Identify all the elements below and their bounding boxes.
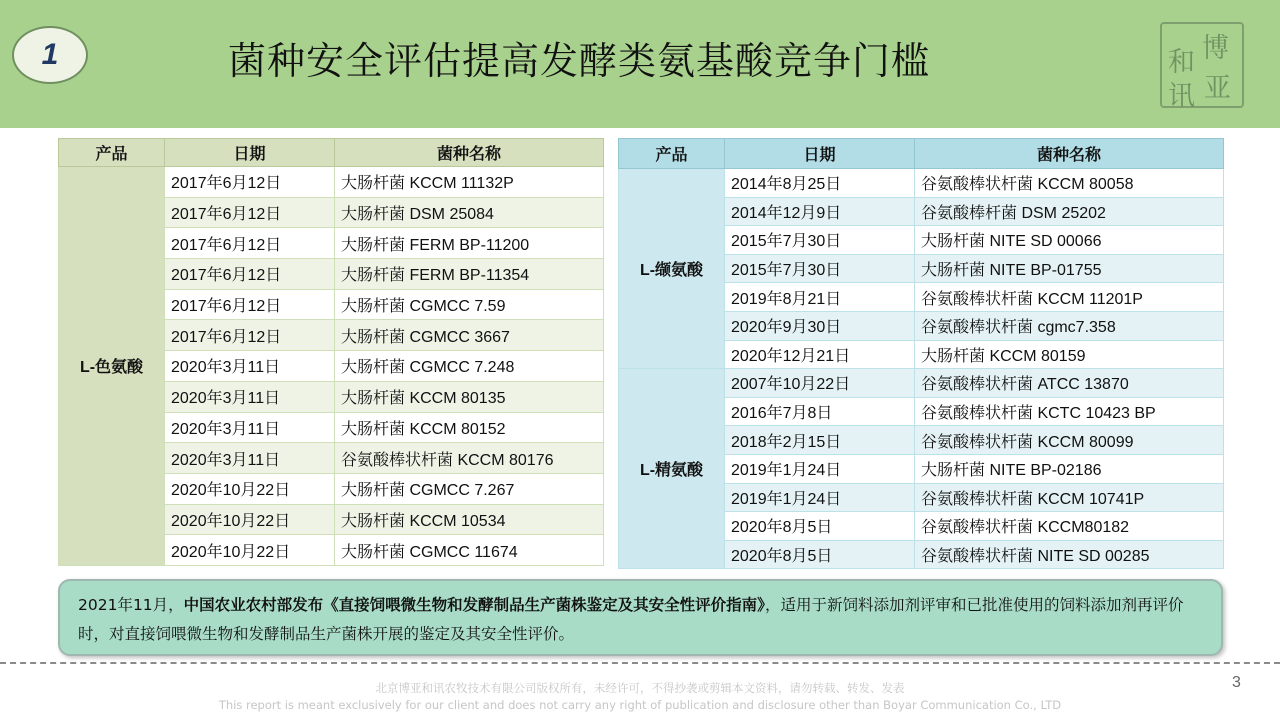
product-cell: L-缬氨酸: [619, 169, 725, 369]
column-header-product: 产品: [619, 139, 725, 169]
date-cell: 2017年6月12日: [165, 289, 335, 320]
date-cell: 2017年6月12日: [165, 228, 335, 259]
date-cell: 2020年9月30日: [725, 311, 915, 340]
date-cell: 2020年3月11日: [165, 443, 335, 474]
date-cell: 2017年6月12日: [165, 320, 335, 351]
strain-cell: 大肠杆菌 CGMCC 3667: [335, 320, 604, 351]
note-bold-text: 中国农业农村部发布《直接饲喂微生物和发酵制品生产菌株鉴定及其安全性评价指南》: [183, 596, 765, 614]
logo-seal: [1160, 22, 1244, 112]
date-cell: 2020年12月21日: [725, 340, 915, 369]
column-header-date: 日期: [165, 139, 335, 167]
table-body: [59, 167, 604, 566]
product-cell: L-精氨酸: [619, 369, 725, 569]
note-prefix: 2021年11月，: [78, 596, 184, 614]
date-cell: 2017年6月12日: [165, 197, 335, 228]
table-row: [59, 167, 604, 198]
table-row: [619, 169, 1224, 198]
column-header-product: 产品: [59, 139, 165, 167]
copyright-footer: [0, 680, 1280, 714]
strain-cell: 谷氨酸棒状杆菌 KCCM 11201P: [915, 283, 1224, 312]
copyright-line-en: This report is meant exclusively for our client and does not carry any right of publication and disclosure other than Boyar Communication Co., LTD: [218, 698, 1062, 712]
strain-cell: 谷氨酸棒状杆菌 cgmc7.358: [915, 311, 1224, 340]
strain-cell: 大肠杆菌 FERM BP-11354: [335, 259, 604, 290]
date-cell: 2020年3月11日: [165, 412, 335, 443]
date-cell: 2015年7月30日: [725, 226, 915, 255]
strain-cell: 大肠杆菌 KCCM 10534: [335, 504, 604, 535]
date-cell: 2007年10月22日: [725, 369, 915, 398]
strain-cell: 谷氨酸棒状杆菌 KCCM 80099: [915, 426, 1224, 455]
regulation-note: [58, 579, 1223, 656]
date-cell: 2019年8月21日: [725, 283, 915, 312]
strain-cell: 大肠杆菌 NITE SD 00066: [915, 226, 1224, 255]
date-cell: 2016年7月8日: [725, 397, 915, 426]
strain-cell: 大肠杆菌 NITE BP-02186: [915, 454, 1224, 483]
table-body: [619, 169, 1224, 569]
date-cell: 2020年8月5日: [725, 512, 915, 541]
date-cell: 2020年3月11日: [165, 381, 335, 412]
footer-divider: [0, 662, 1280, 664]
seal-char: 亚: [1204, 73, 1231, 104]
strain-cell: 大肠杆菌 KCCM 80135: [335, 381, 604, 412]
date-cell: 2014年8月25日: [725, 169, 915, 198]
seal-char: 讯: [1168, 81, 1195, 112]
copyright-line-cn: 北京博亚和讯农牧技术有限公司版权所有，未经许可，不得抄袭或剪辑本文资料，请勿转载、转发、发表: [375, 681, 905, 695]
valine-arginine-strain-table: [618, 138, 1224, 569]
strain-cell: 大肠杆菌 CGMCC 7.267: [335, 473, 604, 504]
strain-cell: 大肠杆菌 CGMCC 7.59: [335, 289, 604, 320]
note-suffix: ，适用于新饲料添加剂评审和已批准使用的饲料添加剂再评价时，对直接饲喂微生物和发酵制品生产菌株开展的鉴定及其安全性评价。: [78, 596, 1184, 643]
slide-number-badge: 1: [12, 26, 88, 84]
date-cell: 2020年10月22日: [165, 473, 335, 504]
tryptophan-strain-table: [58, 138, 604, 566]
date-cell: 2019年1月24日: [725, 483, 915, 512]
date-cell: 2020年10月22日: [165, 504, 335, 535]
strain-cell: 谷氨酸棒状杆菌 KCCM80182: [915, 512, 1224, 541]
strain-cell: 大肠杆菌 KCCM 11132P: [335, 167, 604, 198]
column-header-strain: 菌种名称: [915, 139, 1224, 169]
header-banner: [0, 0, 1280, 128]
column-header-date: 日期: [725, 139, 915, 169]
seal-char: 博: [1202, 33, 1229, 64]
date-cell: 2014年12月9日: [725, 197, 915, 226]
strain-cell: 大肠杆菌 CGMCC 7.248: [335, 351, 604, 382]
strain-cell: 大肠杆菌 NITE BP-01755: [915, 254, 1224, 283]
strain-cell: 大肠杆菌 CGMCC 11674: [335, 535, 604, 566]
strain-cell: 谷氨酸棒状杆菌 KCCM 80058: [915, 169, 1224, 198]
date-cell: 2015年7月30日: [725, 254, 915, 283]
strain-cell: 大肠杆菌 FERM BP-11200: [335, 228, 604, 259]
date-cell: 2020年10月22日: [165, 535, 335, 566]
date-cell: 2018年2月15日: [725, 426, 915, 455]
strain-cell: 大肠杆菌 KCCM 80152: [335, 412, 604, 443]
column-header-strain: 菌种名称: [335, 139, 604, 167]
strain-cell: 大肠杆菌 DSM 25084: [335, 197, 604, 228]
product-cell: L-色氨酸: [59, 167, 165, 566]
page-title: 菌种安全评估提高发酵类氨基酸竞争门槛: [228, 39, 931, 83]
page-number: 3: [1232, 674, 1241, 691]
strain-cell: 谷氨酸棒状杆菌 KCCM 10741P: [915, 483, 1224, 512]
date-cell: 2020年3月11日: [165, 351, 335, 382]
strain-cell: 大肠杆菌 KCCM 80159: [915, 340, 1224, 369]
strain-cell: 谷氨酸棒状杆菌 ATCC 13870: [915, 369, 1224, 398]
table-row: [619, 369, 1224, 398]
date-cell: 2017年6月12日: [165, 259, 335, 290]
date-cell: 2019年1月24日: [725, 454, 915, 483]
date-cell: 2017年6月12日: [165, 167, 335, 198]
strain-cell: 谷氨酸棒状杆菌 KCTC 10423 BP: [915, 397, 1224, 426]
strain-cell: 谷氨酸棒状杆菌 NITE SD 00285: [915, 540, 1224, 569]
seal-char: 和: [1168, 47, 1195, 78]
date-cell: 2020年8月5日: [725, 540, 915, 569]
strain-cell: 谷氨酸棒杆菌 DSM 25202: [915, 197, 1224, 226]
strain-cell: 谷氨酸棒状杆菌 KCCM 80176: [335, 443, 604, 474]
